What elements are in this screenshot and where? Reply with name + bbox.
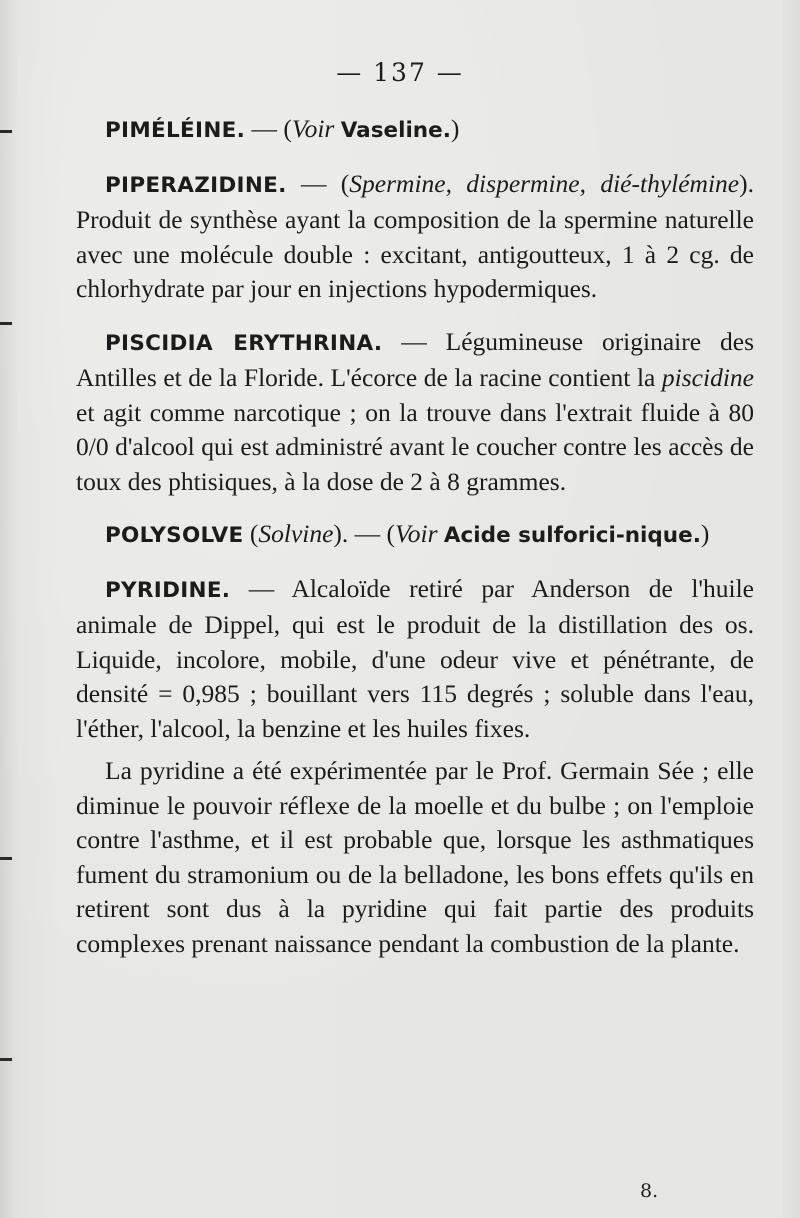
entry-headword: PIMÉLÉINE. — [105, 118, 246, 143]
dictionary-text — [76, 112, 754, 979]
entry-pimeleine — [76, 112, 754, 149]
entry-body: Produit de synthèse ayant la composition de la spermine naturelle avec une molécule double : excitant, antigoutteux, 1 à 2 cg. de chlorhydrate par jour en injections hypodermiques. — [76, 205, 754, 303]
voir-label: Voir — [395, 519, 438, 548]
entry-body: et agit comme narcotique ; on la trouve dans l'extrait fluide à 80 0/0 d'alcool qui est administré avant le coucher contre les accès de toux des phtisiques, à la dose de 2 à 8 grammes. — [76, 397, 754, 496]
entry-headword: PYRIDINE. — [105, 577, 231, 603]
entry-body: — Légumineuse originaire des Antilles et de la Floride. L'écorce de la racine contient la — [76, 326, 754, 392]
entry-punct: ). — ( — [333, 519, 396, 548]
voir-label: Voir — [291, 114, 335, 143]
cross-reference: Acide sulforici-nique. — [443, 523, 701, 548]
entry-pyridine-paragraph — [76, 754, 754, 961]
entry-punct: ). — [739, 168, 754, 198]
entry-punct: ( — [243, 519, 259, 548]
entry-synonym: Solvine — [258, 519, 334, 548]
binding-mark — [0, 130, 12, 133]
entry-body: — Alcaloïde retiré par Anderson de l'huile animale de Dippel, qui est le produit de la distillation des os. Liquide, incolore, mobile, d'une odeur vive et pénétrante, de densité = 0,985 ; bouillant vers 115 degrés ; soluble dans l'eau, l'éther, l'alcool, la benzine et les huiles fixes. — [76, 573, 754, 743]
entry-polysolve — [76, 517, 754, 554]
entry-pyridine — [76, 572, 754, 747]
entry-headword: PISCIDIA ERYTHRINA. — [105, 330, 383, 356]
entry-punct: ) — [700, 519, 710, 548]
entry-synonyms: Spermine, dispermine, dié-thylémine — [349, 168, 740, 198]
signature-mark: 8. — [640, 1180, 659, 1202]
entry-punct: — ( — [286, 168, 350, 198]
entry-piperazidine — [76, 167, 754, 307]
binding-mark — [0, 1058, 12, 1061]
entry-punct: ) — [450, 114, 460, 143]
entry-punct: — ( — [245, 114, 292, 143]
entry-piscidia — [76, 325, 754, 500]
binding-mark — [0, 322, 12, 325]
page-number: — 137 — — [336, 58, 464, 87]
paragraph-text: La pyridine a été expérimentée par le Prof. Germain Sée ; elle diminue le pouvoir réflexe de la moelle et du bulbe ; on l'emploie contre l'asthme, et il est probable que, lorsque les asthmatiques fument du stramonium ou de la belladone, les bons effets qu'ils en retirent sont dus à la pyridine qui fait partie des produits complexes prenant naissance pendant la combustion de la plante. — [76, 756, 754, 958]
cross-reference: Vaseline. — [340, 118, 451, 143]
binding-mark — [0, 857, 12, 860]
italic-term: piscidine — [661, 363, 754, 392]
entry-headword: PIPERAZIDINE. — [105, 172, 287, 198]
entry-headword: POLYSOLVE — [105, 523, 244, 548]
